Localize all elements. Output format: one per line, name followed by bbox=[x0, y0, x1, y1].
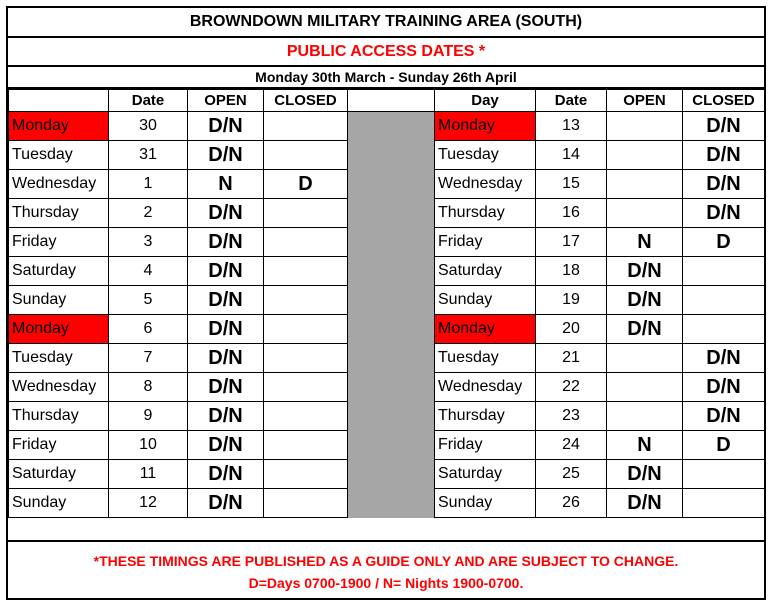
right-day-cell: Sunday bbox=[435, 489, 536, 518]
right-date-cell: 22 bbox=[536, 373, 607, 402]
left-closed-cell bbox=[264, 460, 348, 489]
right-day-cell: Saturday bbox=[435, 460, 536, 489]
left-day-cell: Saturday bbox=[9, 257, 109, 286]
notice-disclaimer: *THESE TIMINGS ARE PUBLISHED AS A GUIDE ONLY AND ARE SUBJECT TO CHANGE. bbox=[93, 553, 679, 569]
left-closed-cell bbox=[264, 373, 348, 402]
column-separator bbox=[348, 141, 435, 170]
left-open-cell: D/N bbox=[188, 373, 264, 402]
left-date-cell: 6 bbox=[109, 315, 188, 344]
right-day-cell: Tuesday bbox=[435, 344, 536, 373]
left-closed-cell bbox=[264, 315, 348, 344]
left-day-cell: Wednesday bbox=[9, 373, 109, 402]
schedule-sheet bbox=[6, 6, 766, 600]
left-closed-cell bbox=[264, 286, 348, 315]
column-separator bbox=[348, 112, 435, 141]
header-separator bbox=[348, 90, 435, 112]
header-right-closed: CLOSED bbox=[683, 90, 765, 112]
table-row bbox=[9, 170, 765, 199]
left-closed-cell bbox=[264, 228, 348, 257]
left-date-cell: 7 bbox=[109, 344, 188, 373]
left-date-cell: 5 bbox=[109, 286, 188, 315]
left-date-cell: 31 bbox=[109, 141, 188, 170]
left-day-cell: Thursday bbox=[9, 199, 109, 228]
table-row bbox=[9, 344, 765, 373]
table-row bbox=[9, 460, 765, 489]
table-row bbox=[9, 315, 765, 344]
right-day-cell: Sunday bbox=[435, 286, 536, 315]
notice bbox=[8, 540, 764, 598]
right-closed-cell: D bbox=[683, 228, 765, 257]
left-open-cell: N bbox=[188, 170, 264, 199]
table-row bbox=[9, 141, 765, 170]
left-day-cell: Wednesday bbox=[9, 170, 109, 199]
right-date-cell: 18 bbox=[536, 257, 607, 286]
left-closed-cell bbox=[264, 257, 348, 286]
right-day-cell: Wednesday bbox=[435, 373, 536, 402]
left-day-cell: Sunday bbox=[9, 489, 109, 518]
left-closed-cell: D bbox=[264, 170, 348, 199]
left-date-cell: 1 bbox=[109, 170, 188, 199]
left-open-cell: D/N bbox=[188, 344, 264, 373]
right-open-cell bbox=[607, 170, 683, 199]
left-open-cell: D/N bbox=[188, 199, 264, 228]
left-closed-cell bbox=[264, 199, 348, 228]
left-open-cell: D/N bbox=[188, 460, 264, 489]
header-right-open: OPEN bbox=[607, 90, 683, 112]
right-closed-cell bbox=[683, 315, 765, 344]
right-date-cell: 15 bbox=[536, 170, 607, 199]
right-open-cell bbox=[607, 373, 683, 402]
right-closed-cell: D bbox=[683, 431, 765, 460]
right-date-cell: 21 bbox=[536, 344, 607, 373]
right-closed-cell: D/N bbox=[683, 112, 765, 141]
left-day-cell: Tuesday bbox=[9, 344, 109, 373]
left-open-cell: D/N bbox=[188, 257, 264, 286]
right-day-cell: Thursday bbox=[435, 199, 536, 228]
right-open-cell: N bbox=[607, 431, 683, 460]
column-separator bbox=[348, 489, 435, 518]
left-day-cell: Thursday bbox=[9, 402, 109, 431]
left-open-cell: D/N bbox=[188, 228, 264, 257]
right-date-cell: 25 bbox=[536, 460, 607, 489]
header-right-day: Day bbox=[435, 90, 536, 112]
right-open-cell bbox=[607, 199, 683, 228]
column-separator bbox=[348, 199, 435, 228]
table-row bbox=[9, 431, 765, 460]
right-open-cell bbox=[607, 402, 683, 431]
left-date-cell: 12 bbox=[109, 489, 188, 518]
right-open-cell bbox=[607, 141, 683, 170]
left-open-cell: D/N bbox=[188, 112, 264, 141]
left-date-cell: 4 bbox=[109, 257, 188, 286]
column-separator bbox=[348, 170, 435, 199]
left-day-cell: Saturday bbox=[9, 460, 109, 489]
column-separator bbox=[348, 257, 435, 286]
right-date-cell: 16 bbox=[536, 199, 607, 228]
right-closed-cell bbox=[683, 257, 765, 286]
schedule-table bbox=[8, 89, 765, 518]
column-separator bbox=[348, 402, 435, 431]
right-date-cell: 14 bbox=[536, 141, 607, 170]
table-row bbox=[9, 112, 765, 141]
right-closed-cell bbox=[683, 489, 765, 518]
left-closed-cell bbox=[264, 489, 348, 518]
right-day-cell: Thursday bbox=[435, 402, 536, 431]
right-day-cell: Wednesday bbox=[435, 170, 536, 199]
right-date-cell: 26 bbox=[536, 489, 607, 518]
table-row bbox=[9, 228, 765, 257]
right-open-cell: D/N bbox=[607, 257, 683, 286]
right-day-cell: Tuesday bbox=[435, 141, 536, 170]
right-open-cell: D/N bbox=[607, 460, 683, 489]
header-row bbox=[9, 90, 765, 112]
column-separator bbox=[348, 286, 435, 315]
right-date-cell: 17 bbox=[536, 228, 607, 257]
left-date-cell: 11 bbox=[109, 460, 188, 489]
right-closed-cell bbox=[683, 460, 765, 489]
left-day-cell: Sunday bbox=[9, 286, 109, 315]
right-closed-cell: D/N bbox=[683, 199, 765, 228]
left-date-cell: 10 bbox=[109, 431, 188, 460]
left-date-cell: 9 bbox=[109, 402, 188, 431]
column-separator bbox=[348, 344, 435, 373]
right-open-cell: D/N bbox=[607, 315, 683, 344]
left-date-cell: 2 bbox=[109, 199, 188, 228]
header-right-date: Date bbox=[536, 90, 607, 112]
left-date-cell: 30 bbox=[109, 112, 188, 141]
left-closed-cell bbox=[264, 431, 348, 460]
right-open-cell: D/N bbox=[607, 489, 683, 518]
column-separator bbox=[348, 431, 435, 460]
table-row bbox=[9, 373, 765, 402]
page-title: BROWNDOWN MILITARY TRAINING AREA (SOUTH) bbox=[8, 8, 764, 38]
right-open-cell bbox=[607, 344, 683, 373]
right-day-cell: Saturday bbox=[435, 257, 536, 286]
left-open-cell: D/N bbox=[188, 286, 264, 315]
right-closed-cell: D/N bbox=[683, 344, 765, 373]
right-closed-cell bbox=[683, 286, 765, 315]
right-date-cell: 20 bbox=[536, 315, 607, 344]
notice-legend: D=Days 0700-1900 / N= Nights 1900-0700. bbox=[248, 575, 524, 591]
right-day-cell: Monday bbox=[435, 112, 536, 141]
right-date-cell: 23 bbox=[536, 402, 607, 431]
left-closed-cell bbox=[264, 344, 348, 373]
right-day-cell: Friday bbox=[435, 228, 536, 257]
left-day-cell: Monday bbox=[9, 112, 109, 141]
right-closed-cell: D/N bbox=[683, 141, 765, 170]
right-closed-cell: D/N bbox=[683, 170, 765, 199]
subtitle: PUBLIC ACCESS DATES * bbox=[8, 38, 764, 67]
column-separator bbox=[348, 315, 435, 344]
date-range: Monday 30th March - Sunday 26th April bbox=[8, 67, 764, 89]
left-open-cell: D/N bbox=[188, 431, 264, 460]
header-left-day bbox=[9, 90, 109, 112]
right-open-cell bbox=[607, 112, 683, 141]
left-open-cell: D/N bbox=[188, 315, 264, 344]
left-closed-cell bbox=[264, 112, 348, 141]
left-day-cell: Friday bbox=[9, 228, 109, 257]
table-row bbox=[9, 489, 765, 518]
left-open-cell: D/N bbox=[188, 489, 264, 518]
header-left-closed: CLOSED bbox=[264, 90, 348, 112]
right-date-cell: 19 bbox=[536, 286, 607, 315]
left-closed-cell bbox=[264, 402, 348, 431]
right-date-cell: 24 bbox=[536, 431, 607, 460]
header-left-date: Date bbox=[109, 90, 188, 112]
right-day-cell: Friday bbox=[435, 431, 536, 460]
right-open-cell: D/N bbox=[607, 286, 683, 315]
right-day-cell: Monday bbox=[435, 315, 536, 344]
right-open-cell: N bbox=[607, 228, 683, 257]
table-row bbox=[9, 286, 765, 315]
right-closed-cell: D/N bbox=[683, 402, 765, 431]
left-closed-cell bbox=[264, 141, 348, 170]
left-date-cell: 8 bbox=[109, 373, 188, 402]
left-day-cell: Monday bbox=[9, 315, 109, 344]
column-separator bbox=[348, 228, 435, 257]
left-day-cell: Friday bbox=[9, 431, 109, 460]
left-day-cell: Tuesday bbox=[9, 141, 109, 170]
table-row bbox=[9, 257, 765, 286]
left-date-cell: 3 bbox=[109, 228, 188, 257]
header-left-open: OPEN bbox=[188, 90, 264, 112]
left-open-cell: D/N bbox=[188, 402, 264, 431]
left-open-cell: D/N bbox=[188, 141, 264, 170]
right-closed-cell: D/N bbox=[683, 373, 765, 402]
table-row bbox=[9, 199, 765, 228]
right-date-cell: 13 bbox=[536, 112, 607, 141]
table-row bbox=[9, 402, 765, 431]
column-separator bbox=[348, 460, 435, 489]
column-separator bbox=[348, 373, 435, 402]
